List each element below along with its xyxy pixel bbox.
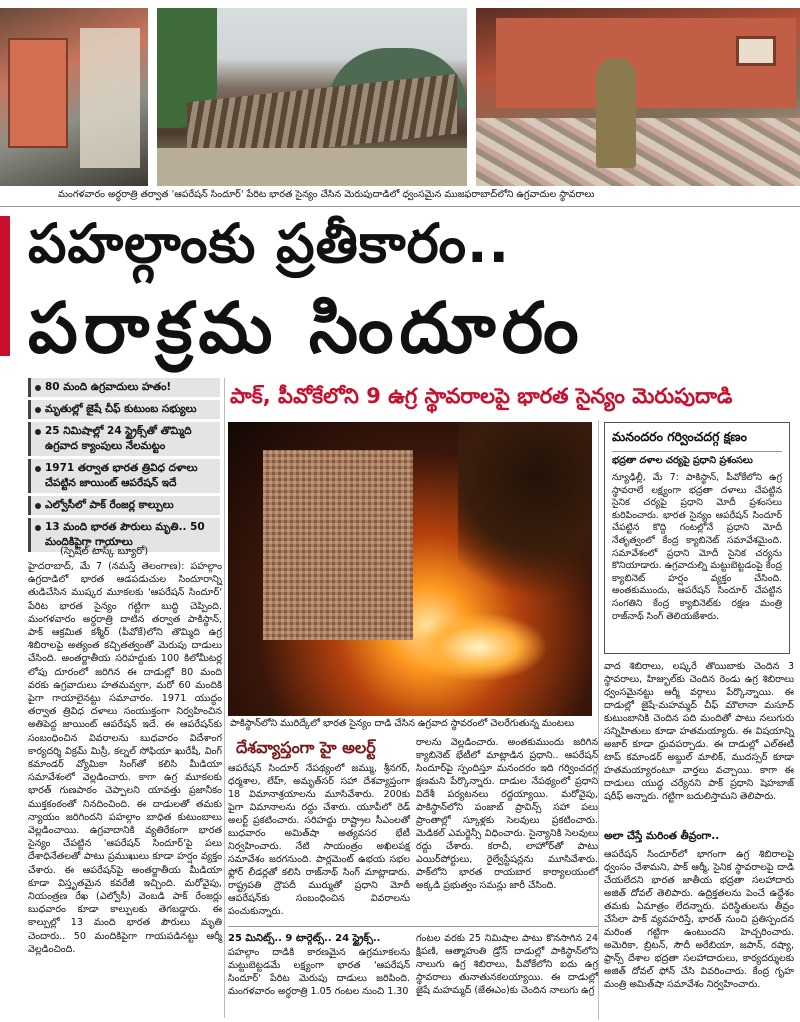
divider xyxy=(0,206,800,207)
photo-destroyed-building-1 xyxy=(0,8,148,186)
sidebar-box xyxy=(604,422,790,654)
highlight-item: ఎల్వోసీలో పాక్ రేంజర్ల కాల్పులు xyxy=(28,496,220,515)
highlight-item: మృతుల్లో జైషే చీఫ్ కుటుంబ సభ్యులు xyxy=(28,400,220,419)
photo-fire-at-terror-camp xyxy=(228,422,592,716)
alert-section-text-col-2: రాలను వెల్లడించారు. అంతకుముందు జరిగిన క్యాబినెట్ భేటీలో మాట్లాడిన ప్రధాని.. ఆపరేషన్ సిందూర్‌పై స్పందిస్తూ మనందరం ఇది గర్వించదగ్గ క్షణమని పేర్కొన్నారు. దాడుల నేపథ్యంలో ప్రధాని విదేశీ పర్యటనలు రద్దయ్యాయి. మరోవైపు, పాకిస్థాన్‌లోని పంజాబ్ ప్రావిన్స్ సహా పలు ప్రాంతాల్లో స్కూళ్లకు సెలవులు ప్రకటించారు. మెడికల్ ఎమర్జెన్సీ విధించారు. సైన్యానికి సెలవులు రద్దు చేశారు. కరాచీ, లాహోర్‌తో పాటు ఎయిర్‌పోర్టులు, రైల్వేస్టేషన్లను మూసివేశారు. పాక్‌లోని భారత రాయబార కార్యాలయంలో అక్కడి ప్రభుత్వం సమన్లు జారీ చేసింది. xyxy=(416,737,598,891)
photo-caption: పాకిస్థాన్‌లోని మురిద్కేలో భారత సైన్యం దాడి చేసిన ఉగ్రవాద స్థావరంలో చెలరేగుతున్న మంటలు xyxy=(230,718,575,729)
photo-soldier-in-rubble xyxy=(476,8,800,186)
main-article-text: హైదరాబాద్, మే 7 (నమస్తే తెలంగాణ): పహల్గాం ఉగ్రదాడిలో భారత ఆడపడుచుల సిందూరాన్ని తుడిచేసిన ముష్కర మూకలకు 'ఆపరేషన్ సిందూర్' పేరిట భారత సైన్యం గట్టిగా బుద్ధి చెప్పింది. మంగళవారం అర్ధరాత్రి దాటిన తర్వాత పాకిస్థాన్, పాక్ ఆక్రమిత కశ్మీర్ (పీవోకే)లోని తొమ్మిది ఉగ్ర శిబిరాలపై అత్యంత కచ్చితత్వంతో మెరుపు దాడులు చేసింది. అంతర్జాతీయ సరిహద్దుకు 100 కిలోమీటర్ల లోపు దూరంలో జరిగిన ఈ దాడుల్లో 80 మంది వరకు ఉగ్రవాదులు హతమవ్వగా, మరో 60 మందికి పైగా గాయాలైనట్టు సమాచారం. 1971 యుద్ధం తర్వాత త్రివిధ దళాలు సంయుక్తంగా నిర్వహించిన అతిపెద్ద జాయింట్ ఆపరేషన్ ఇదే. ఈ ఆపరేషన్‌కు సంబంధించిన వివరాలను బుధవారం విదేశాంగ కార్యదర్శి విక్రమ్ మిస్రీ, కల్నల్ సోఫియా ఖురేషీ, వింగ్ కమాండర్ వ్యోమికా సింగ్‌తో కలిసి మీడియా సమావేశంలో వెల్లడించారు. కాగా ఉగ్ర మూకలకు భారత్ గుణపాఠం చెప్పాలని యావత్తు ప్రజానీకం ముక్తకంఠంతో నినదించింది. ఈ దాడులతో తమకు న్యాయం జరిగిందని పహల్గాం బాధిత కుటుంబాలు వెల్లడించాయి. ఉగ్రవాదానికి వ్యతిరేకంగా భారత సైన్యం చేపట్టిన 'ఆపరేషన్ సిందూర్'పై పలు దేశాధినేతలతో పాటు ప్రముఖులు కూడా హర్షం వ్యక్తం చేశారు. ఈ ఆపరేషన్‌పై అంతర్జాతీయ మీడియా కూడా విస్తృతమైన కవరేజీ ఇచ్చింది. మరోవైపు, నియంత్రణ రేఖ (ఎల్వోసీ) వెంబడి పాక్ రేంజర్లు బుధవారం కూడా కాల్పులకు తెగబడ్డారు. ఈ కాల్పుల్లో 13 మంది భారత పౌరులు మృతి చెందారు.. 50 మందికిపైగా గాయపడినట్టు ఆర్మీ వెల్లడించింది. xyxy=(28,561,222,955)
headline-line-1: పహల్గాంకు ప్రతీకారం.. xyxy=(28,212,511,275)
photo-destroyed-building-2 xyxy=(157,8,467,186)
column-divider xyxy=(224,378,225,1018)
right-section-text: ఆపరేషన్ సిందూర్‌లో భాగంగా ఉగ్ర శిబిరాలపై ధ్వంసం చేశామని, పాక్ ఆర్మీ, సైనిక స్థావరాలపై దాడి చేయలేదని భారత జాతీయ భద్రతా సలహాదారు అజిత్ దోవల్ తెలిపారు. ఉద్రిక్తతలను పెంచే ఉద్దేశం తమకు ఏమాత్రం లేదన్నారు. పరిస్థితులను తీవ్రం చేసేలా పాక్ వ్యవహరిస్తే, భారత్ నుంచి ప్రతిస్పందన మరింత గట్టిగా ఉంటుందని హెచ్చరించారు. అమెరికా, బ్రిటన్, సౌదీ అరేబియా, జపాన్, రష్యా, ఫ్రాన్స్ దేశాల భద్రతా సలహాదారులు, కార్యదర్శులకు అజిత్ దోవల్ ఫోన్ చేసి వివరించారు. కేంద్ర గృహ మంత్రి అమిత్‌షా సమావేశం నిర్వహించారు. xyxy=(604,849,794,990)
alert-section-text-col-1: ఆపరేషన్ సిందూర్ నేపథ్యంలో జమ్ము, శ్రీనగర్, ధర్మశాల, లేహ్, అమృత్‌సర్ సహా దేశవ్యాప్తంగా 18 విమానాశ్రయాలను మూసివేశారు. 200కు పైగా విమానాలను రద్దు చేశారు. యూపీలో రెడ్ అలర్ట్ ప్రకటించారు. సరిహద్దు రాష్ట్రాల సీఎంలతో బుధవారం అమిత్‌షా అత్యవసర భేటీ నిర్వహించారు. నేటి సాయంత్రం అఖిలపక్ష సమావేశం జరగనుంది. పార్లమెంట్ ఉభయ సభల ఫ్లోర్ లీడర్లతో కలిసి రాజ్‌నాథ్ సింగ్ మాట్లాడారు. రాష్ట్రపతి ద్రౌపదీ ముర్ముతో ప్రధాని మోదీ ఆపరేషన్‌కు సంబంధించిన వివరాలను పంచుకున్నారు. xyxy=(228,763,410,917)
subheadline: పాక్, పీవోకేలోని 9 ఉగ్ర స్థావరాలపై భారత సైన్యం మెరుపుదాడి xyxy=(230,384,733,408)
accent-strip xyxy=(0,216,10,356)
sidebar-subtitle: భద్రతా దళాల చర్యపై ప్రధాని ప్రశంసలు xyxy=(612,455,753,466)
byline: (స్పెషల్ టాస్క్ బ్యూరో) xyxy=(60,546,149,557)
sidebar-text: న్యూఢిల్లీ, మే 7: పాకిస్థాన్, పీవోకేలోని ఉగ్ర స్థావరాలే లక్ష్యంగా భద్రతా దళాలు చేపట్టిన సైనిక చర్యపై ప్రధాని మోదీ ప్రశంసలు కురిపించారు. భారత సైన్యం ఆపరేషన్ సిందూర్ చేపట్టిన కొద్ది గంటల్లోనే ప్రధాని మోదీ నేతృత్వంలో కేంద్ర క్యాబినెట్ సమావేశమైంది. సమావేశంలో ప్రధాని మోదీ సైనిక చర్యను కొనియాడారు. ఉగ్రవాదుల్ని మట్టుబెట్టడంపై కేంద్ర క్యాబినెట్ హర్షం వ్యక్తం చేసింది. అంతకుముందు, ఆపరేషన్ సిందూర్ చేపట్టిన సంగతిని కేంద్ర క్యాబినెట్‌కు రక్షణ మంత్రి రాజ్‌నాథ్ సింగ్ తెలియజేశారు. xyxy=(612,472,782,622)
divider xyxy=(228,926,598,927)
strike-section-title: 25 మినిట్స్.. 9 టార్గెట్స్.. 24 స్ట్రైక్స్.. xyxy=(228,933,381,944)
highlight-item: 80 మంది ఉగ్రవాదులు హతం! xyxy=(28,378,220,397)
highlights-list xyxy=(28,378,220,555)
alert-section-title: దేశవ్యాప్తంగా హై అలర్ట్ xyxy=(236,738,376,757)
strike-section-text-col-1: పహల్గాం దాడికి కారణమైన ఉగ్రమూకలను మట్టుబెట్టడమే లక్ష్యంగా భారత 'ఆపరేషన్ సిందూర్' పేరిట మెరుపు దాడులు జరిపింది. మంగళవారం అర్ధరాత్రి 1.05 గంటల నుంచి 1.30 xyxy=(228,947,410,997)
strike-section-text-col-2: గంటల వరకు 25 నిమిషాల పాటు కొనసాగిన 24 క్షిపణి, ఆత్మాహుతి డ్రోన్ దాడుల్లో పాకిస్థాన్‌లోని నాలుగు ఉగ్ర శిబిరాలు, పీవోకేలోని ఐదు ఉగ్ర స్థావరాలు తునాతునకలయ్యాయి. ఈ దాడుల్లో జైషే మహమ్మద్ (జేఈఎం)కు చెందిన నాలుగు ఉగ్ర xyxy=(416,933,598,996)
right-section-title: అలా చేస్తే మరింత తీవ్రంగా.. xyxy=(604,830,720,842)
top-photo-caption: మంగళవారం అర్ధరాత్రి తర్వాత 'ఆపరేషన్ సిందూర్' పేరిట భారత సైన్యం చేసిన మెరుపుదాడిలో ధ్వంసమైన ముజఫరాబాద్‌లోని ఉగ్రవాదుల స్థావరాలు xyxy=(58,189,595,200)
column-divider xyxy=(598,420,599,1020)
sidebar-title: మనందరం గర్వించదగ్గ క్షణం xyxy=(612,429,782,452)
headline-line-2: పరాక్రమ సిందూరం xyxy=(28,287,585,369)
highlight-item: 25 నిమిషాల్లో 24 స్ట్రైక్స్‌తో తొమ్మిది ఉగ్రవాద క్యాంపులు నేలమట్టం xyxy=(28,422,220,456)
highlight-item: 13 మంది భారత పౌరులు మృతి.. 50 మందికిపైగా గాయాలు xyxy=(28,518,220,552)
highlight-item: 1971 తర్వాత భారత త్రివిధ దళాలు చేపట్టిన జాయింట్ ఆపరేషన్ ఇదే xyxy=(28,459,220,493)
right-article-text: వాద శిబిరాలు, లష్కరే తొయిబాకు చెందిన 3 స్థావరాలు, హిజ్బుల్‌కు చెందిన రెండు ఉగ్ర శిబిరాలు ధ్వంసమైనట్టు ఆర్మీ వర్గాలు పేర్కొన్నాయి. ఈ దాడుల్లో జైషే-మహమ్మద్ చీఫ్ మౌలానా మసూద్ కుటుంబానికి చెందిన పది మందితో పాటు నలుగురు సన్నిహితులు కూడా హతమయ్యారు. ఈ విషయాన్ని అజార్ కూడా ధ్రువపర్చాడు. ఈ దాడుల్లో ఎల్ఈటీ టాప్ కమాండర్ అబ్దుల్ మాలిక్, ముదస్సర్ కూడా హతమయ్యారంటూ వార్తలు వచ్చాయి. కాగా ఈ దాడులు యుద్ధ చర్యేనని పాక్ ప్రధాని షెహబాజ్ షరీఫ్ అన్నారు. గట్టిగా బదులిస్తామని తెలిపారు. xyxy=(604,661,794,802)
